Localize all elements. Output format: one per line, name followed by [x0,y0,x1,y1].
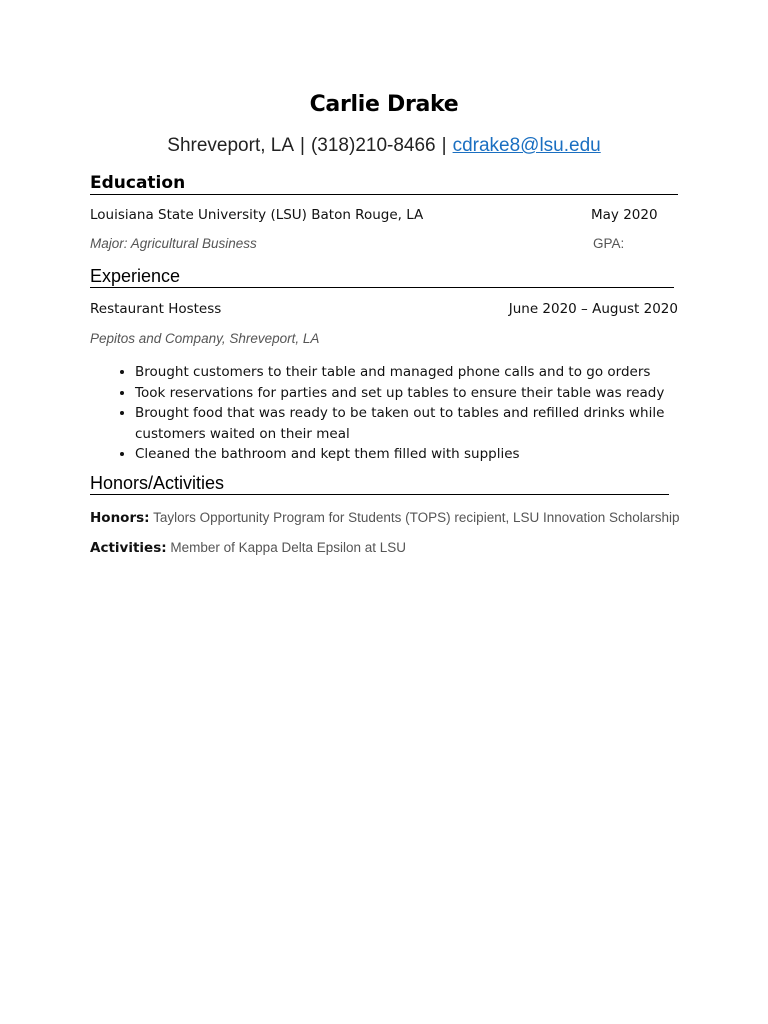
honors-text: Taylors Opportunity Program for Students (TOPS) recipient, LSU Innovation Scholarship [149,510,680,525]
honors-line [90,510,680,526]
honors-label: Honors: [90,510,150,526]
job-title: Restaurant Hostess [90,301,222,317]
education-heading: Education [90,172,678,195]
graduation-date: May 2020 [591,207,658,223]
list-item: • Cleaned the bathroom and kept them filled with supplies [135,444,670,465]
honors-heading: Honors/Activities [90,472,669,495]
separator: | [300,135,305,156]
contact-line [0,135,768,157]
separator: | [441,135,447,156]
school-name: Louisiana State University (LSU) Baton Rouge, LA [90,207,424,223]
activities-text: Member of Kappa Delta Epsilon at LSU [166,540,407,555]
location-text: Shreveport, LA [167,135,295,156]
phone-text: (318)210-8466 [310,135,436,156]
list-item: • Brought customers to their table and managed phone calls and to go orders [135,362,670,383]
experience-heading: Experience [90,265,674,288]
activities-label: Activities: [90,540,167,556]
job-dates: June 2020 – August 2020 [508,301,678,317]
activities-line [90,540,406,556]
education-school-row [90,207,678,223]
experience-title-row [90,301,678,317]
candidate-name: Carlie Drake [309,92,459,117]
experience-bullets [90,362,670,465]
list-item: • Took reservations for parties and set up tables to ensure their table was ready [135,383,670,404]
gpa-label: GPA: [593,236,625,251]
email-link[interactable]: cdrake8@lsu.edu [452,135,601,156]
major-text: Major: Agricultural Business [90,236,257,251]
company-text: Pepitos and Company, Shreveport, LA [90,331,320,346]
list-item: • Brought food that was ready to be taken out to tables and refilled drinks while customers waited on their meal [135,403,670,444]
